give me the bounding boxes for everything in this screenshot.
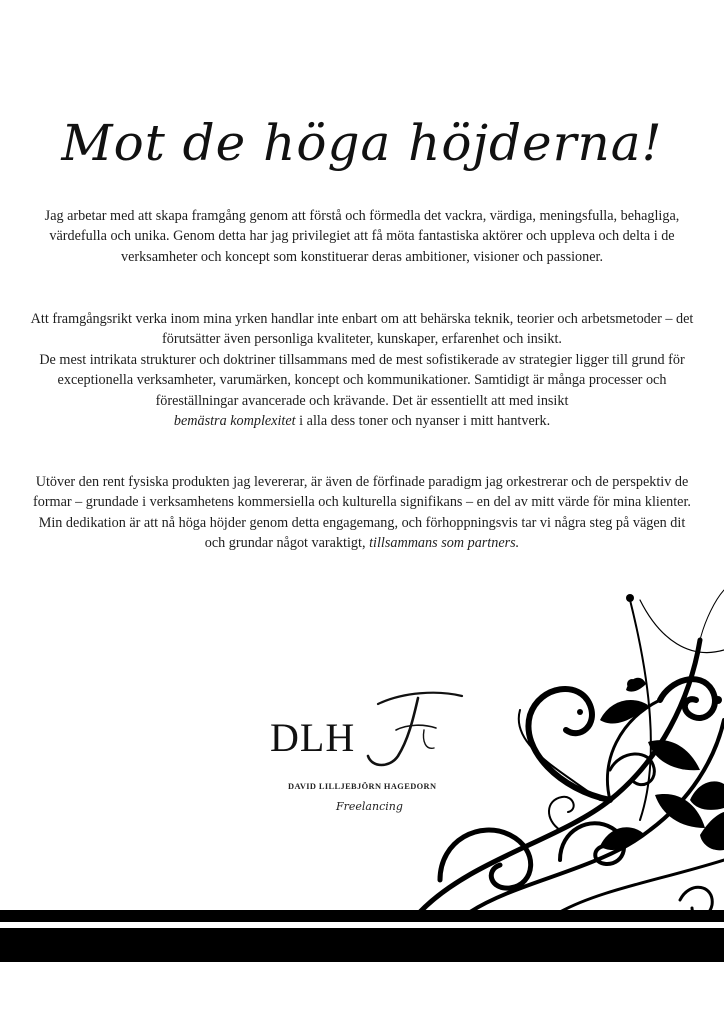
logo-subtitle: Freelancing [336,800,403,813]
logo-mark: DLH [270,715,356,760]
paragraph-craft-line2: De mest intrikata strukturer och doktriner tillsammans med de mest sofistikerade av strategier ligger till grund för exceptionella verksamheter, varumärken, koncept och kommunikationer. Samtidigt är många processer och föreställningar avancerade och krävande. Det är essentiellt att med insikt [39,351,685,409]
emphasis-complexity: bemästra komplexitet [173,413,296,430]
company-logo [270,694,490,834]
paragraph-intro: Jag arbetar med att skapa framgång genom att förstå och förmedla det vackra, värdiga, meningsfulla, behagliga, värdefulla och unika. Genom detta har jag privilegiet att få möta fantastiska aktörer och uppleva och delta i de verksamheter och koncept som konstituerar deras ambitioner, visioner och passioner. [44,208,680,265]
logo-name: DAVID LILLJEBJÖRN HAGEDORN [288,782,437,791]
script-f-icon [358,690,468,770]
paragraph-value-text: Utöver den rent fysiska produkten jag levererar, är även de förfinade paradigm jag orkestrerar och de perspektiv de formar – grundade i verksamhetens kommersiella och kulturella signifikans – en del av mitt värde för mina klienter. Min dedikation är att nå höga höjder genom detta engagemang, och förhoppningsvis tar vi några steg på vägen dit och grundar något varaktigt, [33,474,691,552]
paragraph-craft-line1: Att framgångsrikt verka inom mina yrken handlar inte enbart om att behärska teknik, teorier och arbetsmetoder – det förutsätter även personliga kvaliteter, kunskaper, erfarenhet och insikt. [30,311,694,348]
footer-stripe-thin [0,910,724,922]
footer-stripe-thick [0,928,724,962]
page-title: Mot de höga höjderna! [61,114,663,172]
emphasis-partners: tillsammans som partners. [369,535,520,552]
paragraph-craft-end: i alla dess toner och nyanser i mitt hantverk. [295,413,551,430]
